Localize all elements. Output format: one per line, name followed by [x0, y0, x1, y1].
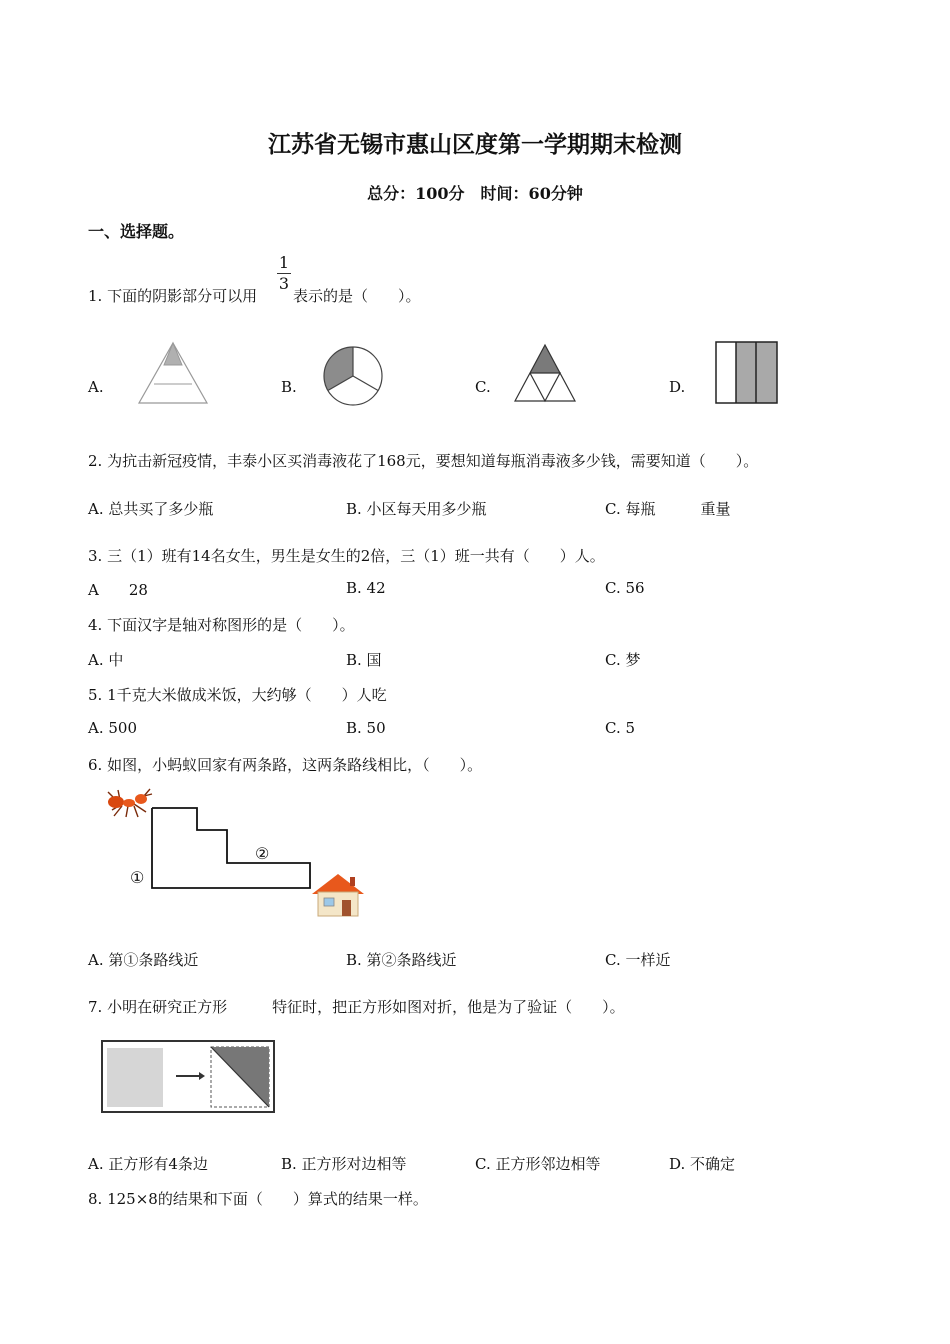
q4-option-c[interactable]: C. 梦	[605, 651, 641, 669]
question-3-text: 3. 三（1）班有14名女生，男生是女生的2倍，三（1）班一共有（ ）人。	[88, 547, 605, 565]
q4-option-b[interactable]: B. 国	[346, 651, 382, 669]
page-title: 江苏省无锡市惠山区度第一学期期末检测	[268, 131, 682, 158]
q1-option-c-triangle	[513, 343, 577, 403]
q7-option-a[interactable]: A. 正方形有4条边	[88, 1155, 208, 1173]
square-fold-diagram	[101, 1040, 275, 1113]
q1-option-d-label[interactable]: D.	[669, 378, 686, 396]
question-7-text: 7. 小明在研究正方形 特征时，把正方形如图对折，他是为了验证（ ）。	[88, 998, 625, 1016]
q2-option-a[interactable]: A. 总共买了多少瓶	[88, 500, 214, 518]
q6-option-b[interactable]: B. 第②条路线近	[346, 951, 457, 969]
q3-option-b[interactable]: B. 42	[346, 579, 386, 597]
q2-option-c[interactable]: C. 每瓶 重量	[605, 500, 731, 518]
q1-option-a-label[interactable]: A.	[88, 378, 104, 396]
fraction-one-third	[277, 254, 291, 293]
fraction-numerator: 1	[278, 253, 290, 272]
question-4-text: 4. 下面汉字是轴对称图形的是（ ）。	[88, 616, 355, 634]
question-5-text: 5. 1千克大米做成米饭，大约够（ ）人吃	[88, 686, 387, 704]
q5-option-c[interactable]: C. 5	[605, 719, 636, 737]
house-icon	[310, 872, 366, 918]
path-1-label: ①	[130, 868, 145, 887]
q3-option-a[interactable]: A 28	[88, 581, 148, 599]
q3-option-c[interactable]: C. 56	[605, 579, 645, 597]
q1-option-a-triangle	[137, 341, 209, 405]
q7-option-d[interactable]: D. 不确定	[669, 1155, 736, 1173]
q1-option-c-label[interactable]: C.	[475, 378, 491, 396]
ant-icon	[104, 786, 154, 820]
q4-option-a[interactable]: A. 中	[88, 651, 124, 669]
exam-info: 总分：100分 时间：60分钟	[367, 184, 583, 203]
question-8-text: 8. 125×8的结果和下面（ ）算式的结果一样。	[88, 1190, 428, 1208]
section-heading: 一、选择题。	[88, 222, 185, 241]
question-1-text-before: 1. 下面的阴影部分可以用	[88, 287, 258, 305]
q5-option-a[interactable]: A. 500	[88, 719, 137, 737]
question-2-text: 2. 为抗击新冠疫情，丰泰小区买消毒液花了168元，要想知道每瓶消毒液多少钱，需要知道（ ）。	[88, 452, 759, 470]
q7-option-b[interactable]: B. 正方形对边相等	[281, 1155, 407, 1173]
q1-option-b-circle	[322, 345, 384, 407]
q6-option-a[interactable]: A. 第①条路线近	[88, 951, 199, 969]
question-6-text: 6. 如图，小蚂蚁回家有两条路，这两条路线相比，（ ）。	[88, 756, 483, 774]
q6-option-c[interactable]: C. 一样近	[605, 951, 671, 969]
fraction-denominator: 3	[278, 274, 290, 293]
q5-option-b[interactable]: B. 50	[346, 719, 386, 737]
q1-option-d-rectangle	[715, 341, 778, 404]
q2-option-b[interactable]: B. 小区每天用多少瓶	[346, 500, 487, 518]
q7-option-c[interactable]: C. 正方形邻边相等	[475, 1155, 601, 1173]
q1-option-b-label[interactable]: B.	[281, 378, 297, 396]
route-diagram	[150, 806, 315, 892]
path-2-label: ②	[255, 844, 270, 863]
question-1-text-after: 表示的是（ ）。	[293, 287, 421, 305]
